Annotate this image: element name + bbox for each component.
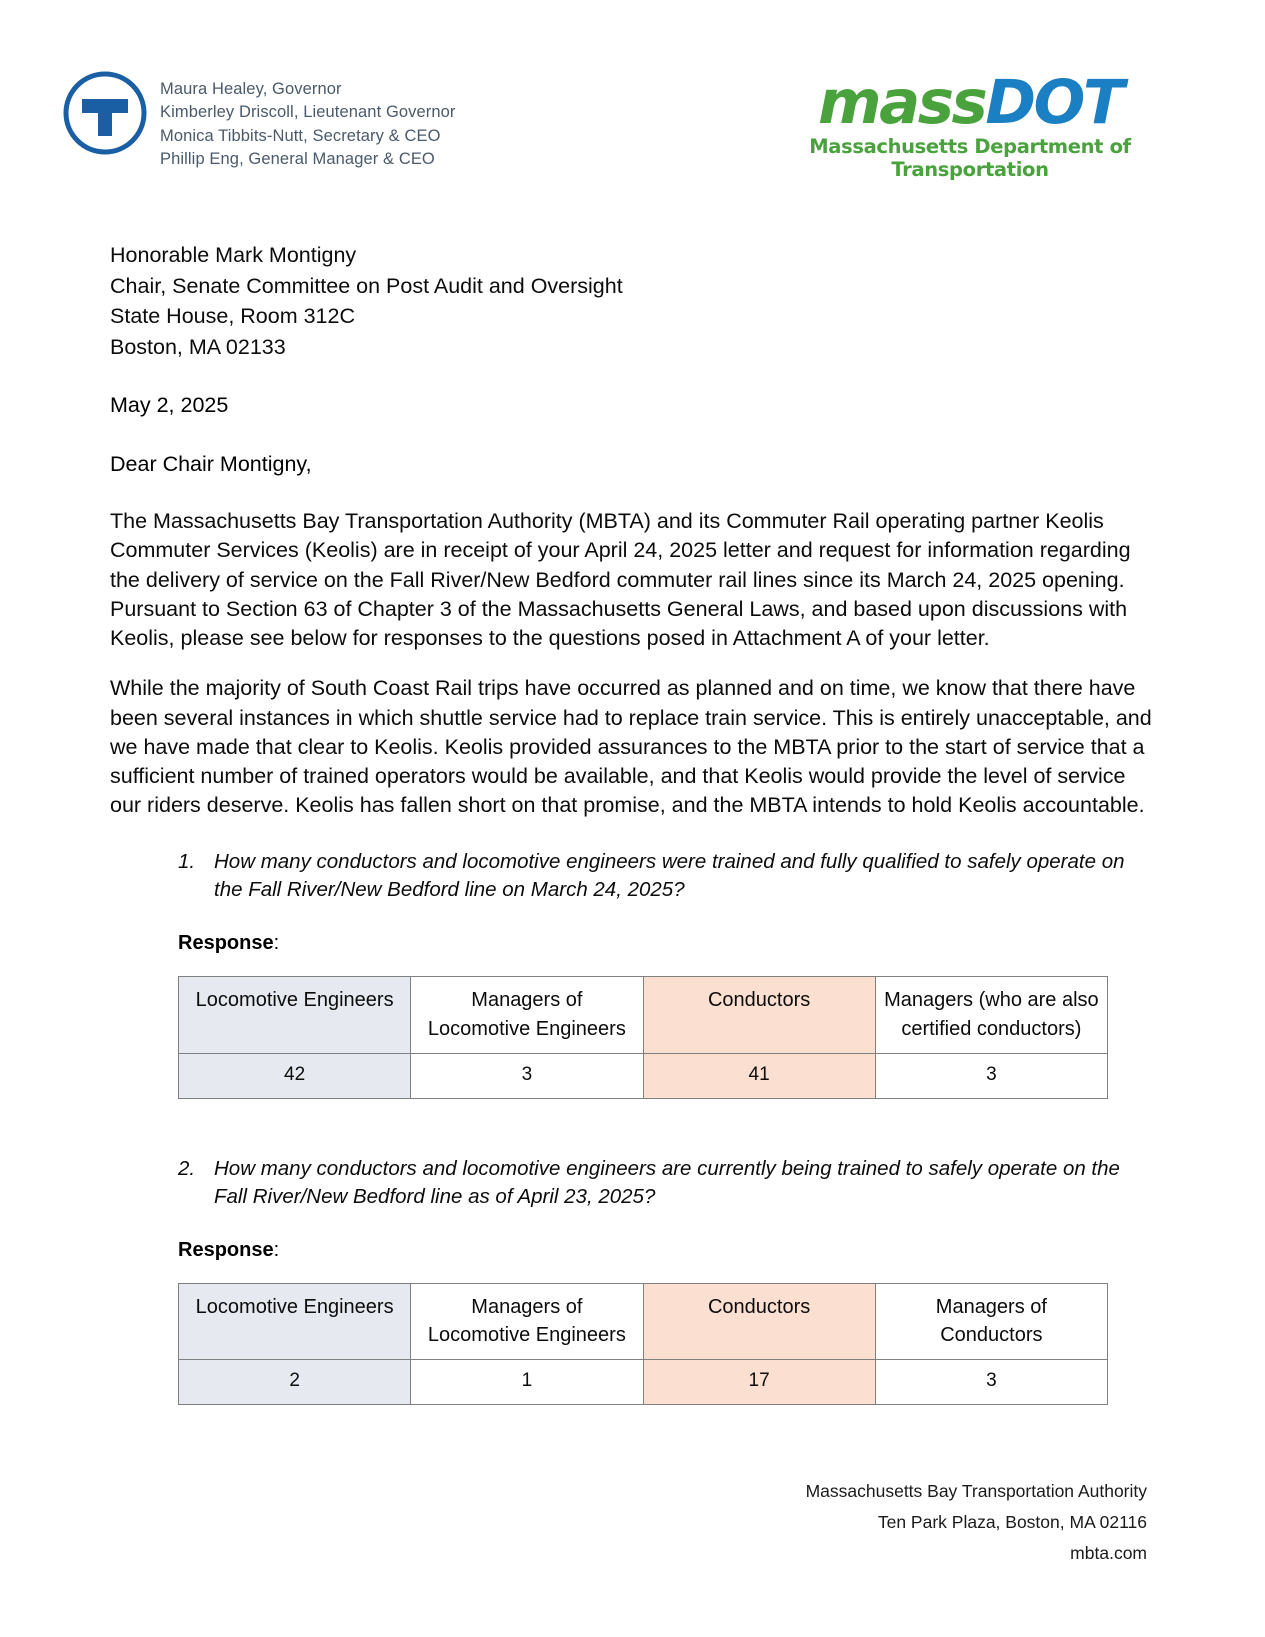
officials-list [160,78,456,172]
footer-agency-name: Massachusetts Bay Transportation Authority [805,1480,1147,1501]
table-value-managers-of-conductors: 3 [875,1360,1107,1405]
response-label-2-text: Response [178,1238,274,1261]
questions-list [110,848,1155,904]
table-header-locomotive-engineers: Locomotive Engineers [179,977,411,1054]
official-governor: Maura Healey, Governor [160,80,342,98]
page-footer [806,1476,1147,1569]
footer-website: mbta.com [1070,1542,1147,1563]
question-1-number: 1. [178,850,196,874]
question-2-text: How many conductors and locomotive engineers are currently being trained to safely operate on the Fall River/New Bedford line as of April 23, 2025? [214,1156,1120,1208]
letter-salutation: Dear Chair Montigny, [110,451,312,476]
table-value-locomotive-engineers: 2 [179,1360,411,1405]
question-1 [178,848,1155,904]
table-header-conductors: Conductors [643,1283,875,1360]
mbta-t-logo-icon [62,70,148,156]
page-header [0,62,1265,182]
recipient-name: Honorable Mark Montigny [110,243,357,267]
table-value-conductors: 41 [643,1053,875,1098]
response-table-1 [178,976,1108,1099]
table-header-managers-of-conductors: Managers of Conductors [875,1283,1107,1360]
massdot-dot-text: DOT [985,67,1122,138]
table-row [179,1360,1108,1405]
letter-paragraph-1: The Massachusetts Bay Transportation Authority (MBTA) and its Commuter Rail operating partner Keolis Commuter Services (Keolis) are in receipt of your April 24, 2025 letter and request for information regarding the delivery of service on the Fall River/New Bedford commuter rail lines since its March 24, 2025 opening. Pursuant to Section 63 of Chapter 3 of the Massachusetts General Laws, and based upon discussions with Keolis, please see below for responses to the questions posed in Attachment A of your letter. [110,509,1131,651]
response-label-1 [178,932,1155,955]
massdot-wordmark [780,67,1160,138]
response-label-2-colon: : [273,1238,280,1261]
table-value-locomotive-engineers: 42 [179,1053,411,1098]
letter-date: May 2, 2025 [110,393,229,418]
official-secretary-ceo: Monica Tibbits-Nutt, Secretary & CEO [160,126,441,145]
letter-body [110,240,1155,1405]
table-header-locomotive-engineers: Locomotive Engineers [179,1283,411,1360]
letter-paragraph-2: While the majority of South Coast Rail trips have occurred as planned and on time, we know that there have been several instances in which shuttle service had to replace train service. This is entirely unacceptable, and we have made that clear to Keolis. Keolis provided assurances to the MBTA prior to the start of service that a sufficient number of trained operators would be available, and that Keolis would provide the level of service our riders deserve. Keolis has fallen short on that promise, and the MBTA intends to hold Keolis accountable. [110,676,1152,818]
response-table-2 [178,1283,1108,1406]
massdot-mass-text: mass [818,67,986,138]
question-2 [178,1155,1155,1211]
questions-list-2 [110,1155,1155,1211]
table-header-managers-certified-conductors: Managers (who are also certified conductors) [875,977,1107,1054]
response-label-1-colon: : [273,932,280,955]
question-2-number: 2. [178,1156,196,1180]
response-label-2 [178,1239,1155,1262]
massdot-subtitle: Massachusetts Department of Transportation [809,135,1131,181]
table-row-header [179,977,1108,1054]
table-row [179,1053,1108,1098]
recipient-city-state-zip: Boston, MA 02133 [110,334,286,359]
official-lt-governor: Kimberley Driscoll, Lieutenant Governor [160,103,456,122]
massdot-logo [780,67,1160,181]
official-general-manager: Phillip Eng, General Manager & CEO [160,150,435,169]
table-value-managers-of-locomotive-engineers: 1 [411,1360,643,1405]
table-value-managers-certified-conductors: 3 [875,1053,1107,1098]
footer-address: Ten Park Plaza, Boston, MA 02116 [877,1511,1147,1532]
table-value-conductors: 17 [643,1360,875,1405]
response-label-1-text: Response [178,932,274,955]
recipient-title: Chair, Senate Committee on Post Audit and Oversight [110,273,623,298]
table-header-conductors: Conductors [643,977,875,1054]
table-value-managers-of-locomotive-engineers: 3 [411,1053,643,1098]
table-row-header [179,1283,1108,1360]
question-1-text: How many conductors and locomotive engineers were trained and fully qualified to safely operate on the Fall River/New Bedford line on March 24, 2025? [214,850,1125,902]
recipient-address-block [110,240,1155,362]
table-header-managers-of-locomotive-engineers: Managers of Locomotive Engineers [411,977,643,1054]
recipient-street: State House, Room 312C [110,304,355,329]
table-header-managers-of-locomotive-engineers: Managers of Locomotive Engineers [411,1283,643,1360]
